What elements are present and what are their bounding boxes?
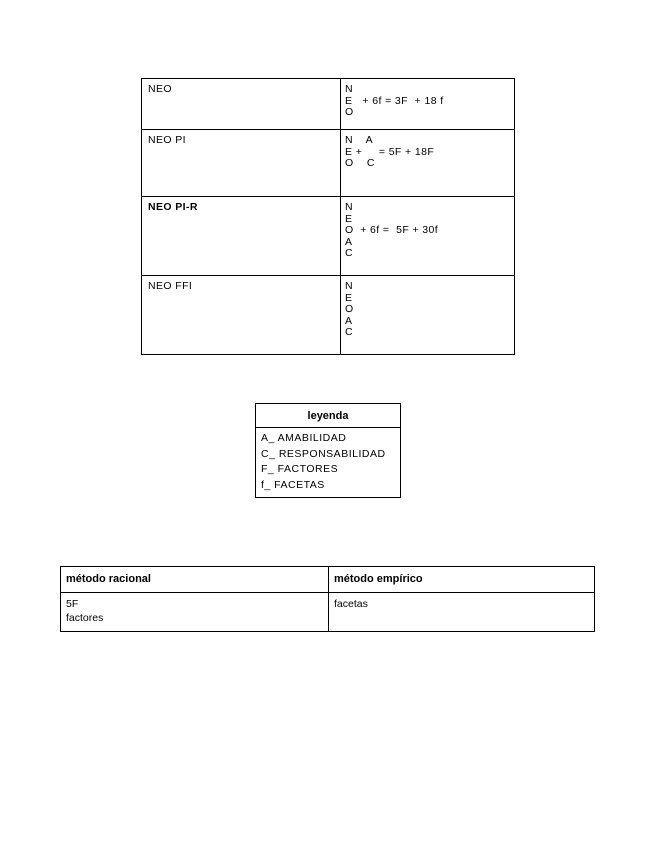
table-row — [142, 276, 515, 355]
empirical-method-header: método empírico — [329, 567, 595, 593]
legend-items — [256, 428, 400, 497]
rational-method-header: método racional — [61, 567, 329, 593]
neo-formula-cell: N E + 6f = 3F + 18 f O — [341, 79, 515, 130]
rational-line: 5F — [66, 598, 79, 610]
neo-ffi-formula-cell: N E O A C — [341, 276, 515, 355]
empirical-line: facetas — [334, 598, 368, 610]
neo-pi-name-cell: NEO PI — [142, 130, 341, 197]
legend-item: C_ RESPONSABILIDAD — [261, 447, 386, 460]
table-header-row — [61, 567, 595, 593]
neo-pi-formula-cell: N A E + = 5F + 18F O C — [341, 130, 515, 197]
neo-pi-r-name-cell: NEO PI-R — [142, 197, 341, 276]
table-row — [142, 130, 515, 197]
legend-item: f_ FACETAS — [261, 478, 325, 491]
neo-name-cell: NEO — [142, 79, 341, 130]
legend-box — [255, 403, 401, 498]
table-row — [142, 197, 515, 276]
neo-pi-r-formula-cell: N E O + 6f = 5F + 30f A C — [341, 197, 515, 276]
table-row — [142, 79, 515, 130]
neo-ffi-name-cell: NEO FFI — [142, 276, 341, 355]
rational-method-cell — [61, 593, 329, 632]
neo-table — [141, 78, 515, 355]
empirical-method-cell — [329, 593, 595, 632]
rational-line: factores — [66, 611, 104, 624]
table-row — [61, 593, 595, 632]
legend-item: F_ FACTORES — [261, 463, 339, 475]
legend-title: leyenda — [256, 404, 400, 428]
methods-table — [60, 566, 595, 632]
legend-item: A_ AMABILIDAD — [261, 432, 347, 444]
